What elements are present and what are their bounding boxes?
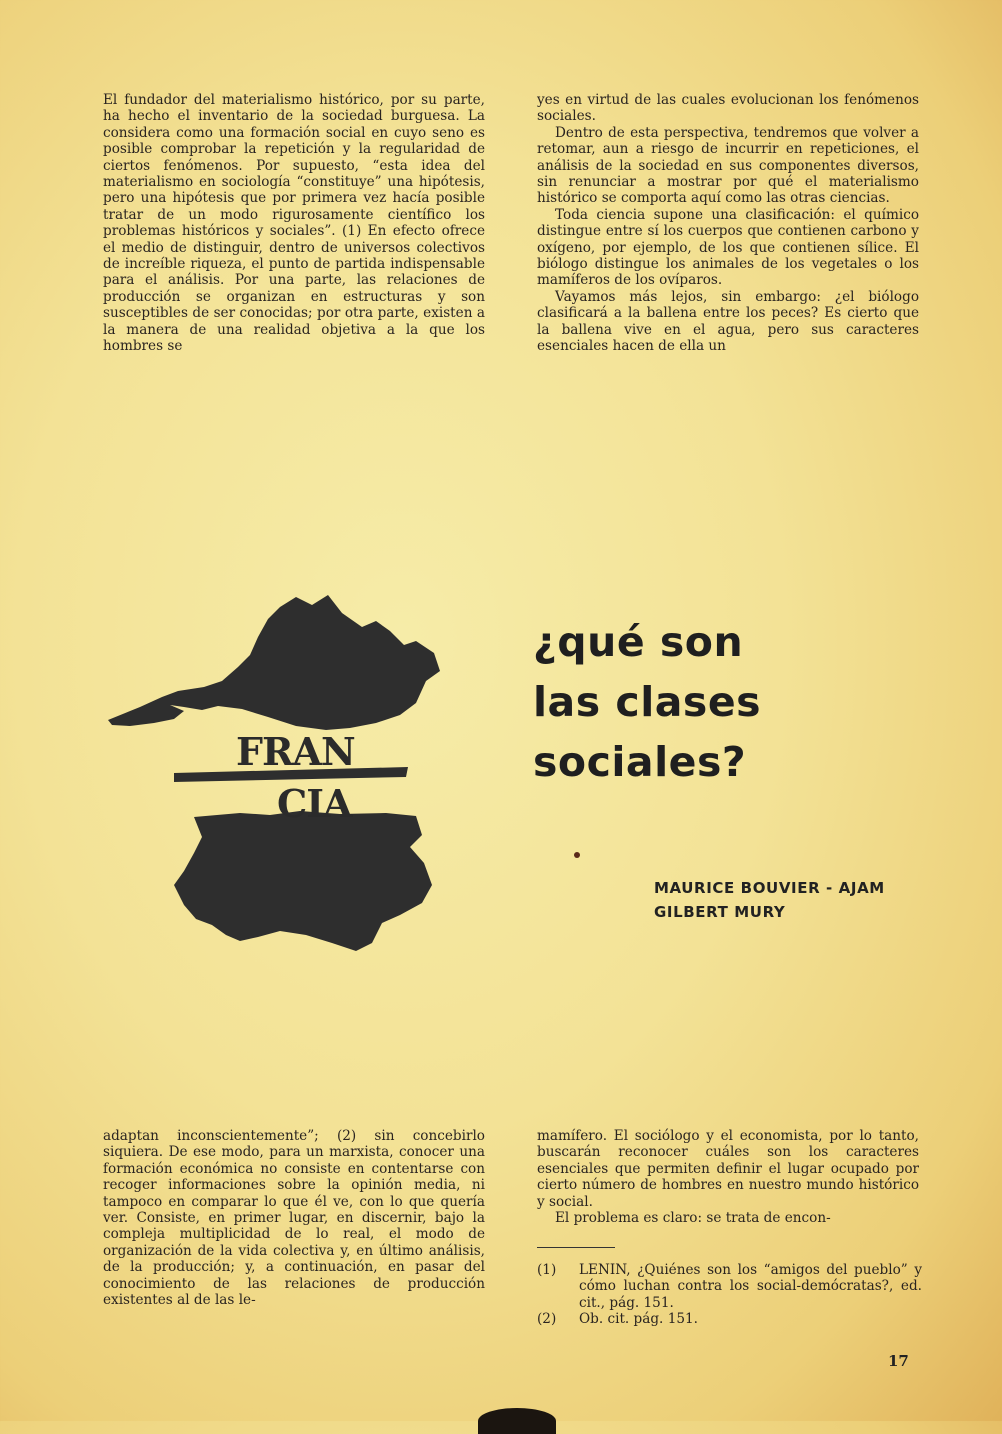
footnote: [537, 1311, 922, 1327]
footnote: [537, 1262, 922, 1311]
paragraph: El problema es claro: se trata de encon-: [555, 1210, 831, 1227]
author-name: GILBERT MURY: [654, 903, 786, 921]
footnote-text: Ob. cit. pág. 151.: [579, 1311, 698, 1327]
france-silhouette-icon: [100, 585, 460, 965]
paragraph: Dentro de esta perspectiva, tendremos que volver a retomar, aun a riesgo de incurrir en repeticiones, el análisis de la sociedad en sus componentes diversos, sin renunciar a mostrar por qué el materialismo histórico se comporta aquí como las otras ciencias.: [537, 124, 919, 207]
bullet-dot-icon: [574, 852, 580, 858]
footnote-number: (2): [537, 1311, 557, 1327]
binding-hole: [478, 1408, 556, 1434]
map-label-cia: CIA: [277, 781, 352, 826]
france-map-illustration: [100, 585, 460, 965]
paragraph: Toda ciencia supone una clasificación: el químico distingue entre sí los cuerpos que contienen carbono y oxígeno, por ejemplo, de los que contienen sílice. El biólogo distingue los animales de los vegetales o los mamíferos de los ovíparos.: [537, 206, 919, 289]
title-line: ¿qué son: [533, 618, 744, 666]
body-column-top-left: [103, 92, 485, 355]
author-byline: [654, 876, 954, 924]
map-lower-half: [174, 811, 432, 951]
paragraph: adaptan inconscientemente”; (2) sin concebirlo siquiera. De ese modo, para un marxista, conocer una formación económica no consiste en contentarse con recoger informaciones sobre la opinión media, ni tampoco en comparar lo que él ve, con lo que quería ver. Consiste, en primer lugar, en discernir, bajo la compleja multiplicidad de lo real, el modo de organización de la vida colectiva y, en último análisis, de la producción; y, a continuación, en pasar del conocimiento de las relaciones de producción existentes al de las le-: [103, 1128, 485, 1309]
footnote-number: (1): [537, 1262, 557, 1278]
title-line: las clases: [533, 678, 762, 726]
paragraph: yes en virtud de las cuales evolucionan los fenómenos sociales.: [537, 92, 919, 125]
title-line: sociales?: [533, 738, 747, 786]
footnote-divider: [537, 1247, 615, 1248]
map-label-fran: FRAN: [236, 729, 355, 774]
paragraph: El fundador del materialismo histórico, por su parte, ha hecho el inventario de la sociedad burguesa. La considera como una formación social en cuyo seno es posible comprobar la repetición y la regularidad de ciertos fenómenos. Por supuesto, “esta idea del materialismo en sociología “constituye” una hipótesis, pero una hipótesis que por primera vez hacía posible tratar de un modo rigurosamente científico los problemas históricos y sociales”. (1) En efecto ofrece el medio de distinguir, dentro de universos colectivos de increíble riqueza, el punto de partida indispensable para el análisis. Por una parte, las relaciones de producción se organizan en estructuras y son susceptibles de ser conocidas; por otra parte, existen a la manera de una realidad objetiva a la que los hombres se: [103, 92, 485, 355]
map-upper-half: [108, 595, 440, 730]
body-column-bottom-left: [103, 1128, 485, 1308]
paragraph: Vayamos más lejos, sin embargo: ¿el biólogo clasificará a la ballena entre los peces? Es cierto que la ballena vive en el agua, pero sus caracteres esenciales hacen de ella un: [537, 288, 919, 355]
footnote-text: LENIN, ¿Quiénes son los “amigos del pueblo” y cómo luchan contra los social-demócratas?, ed. cit., pág. 151.: [579, 1262, 922, 1311]
article-title: [533, 612, 853, 792]
author-name: MAURICE BOUVIER - AJAM: [654, 879, 885, 897]
page-number: 17: [888, 1352, 909, 1370]
body-column-top-right: [537, 92, 919, 355]
body-column-bottom-right: [537, 1128, 919, 1226]
paragraph: mamífero. El sociólogo y el economista, por lo tanto, buscarán reconocer cuáles son los caracteres esenciales que permiten definir el lugar ocupado por cierto número de hombres en nuestro mundo histórico y social.: [537, 1128, 919, 1210]
